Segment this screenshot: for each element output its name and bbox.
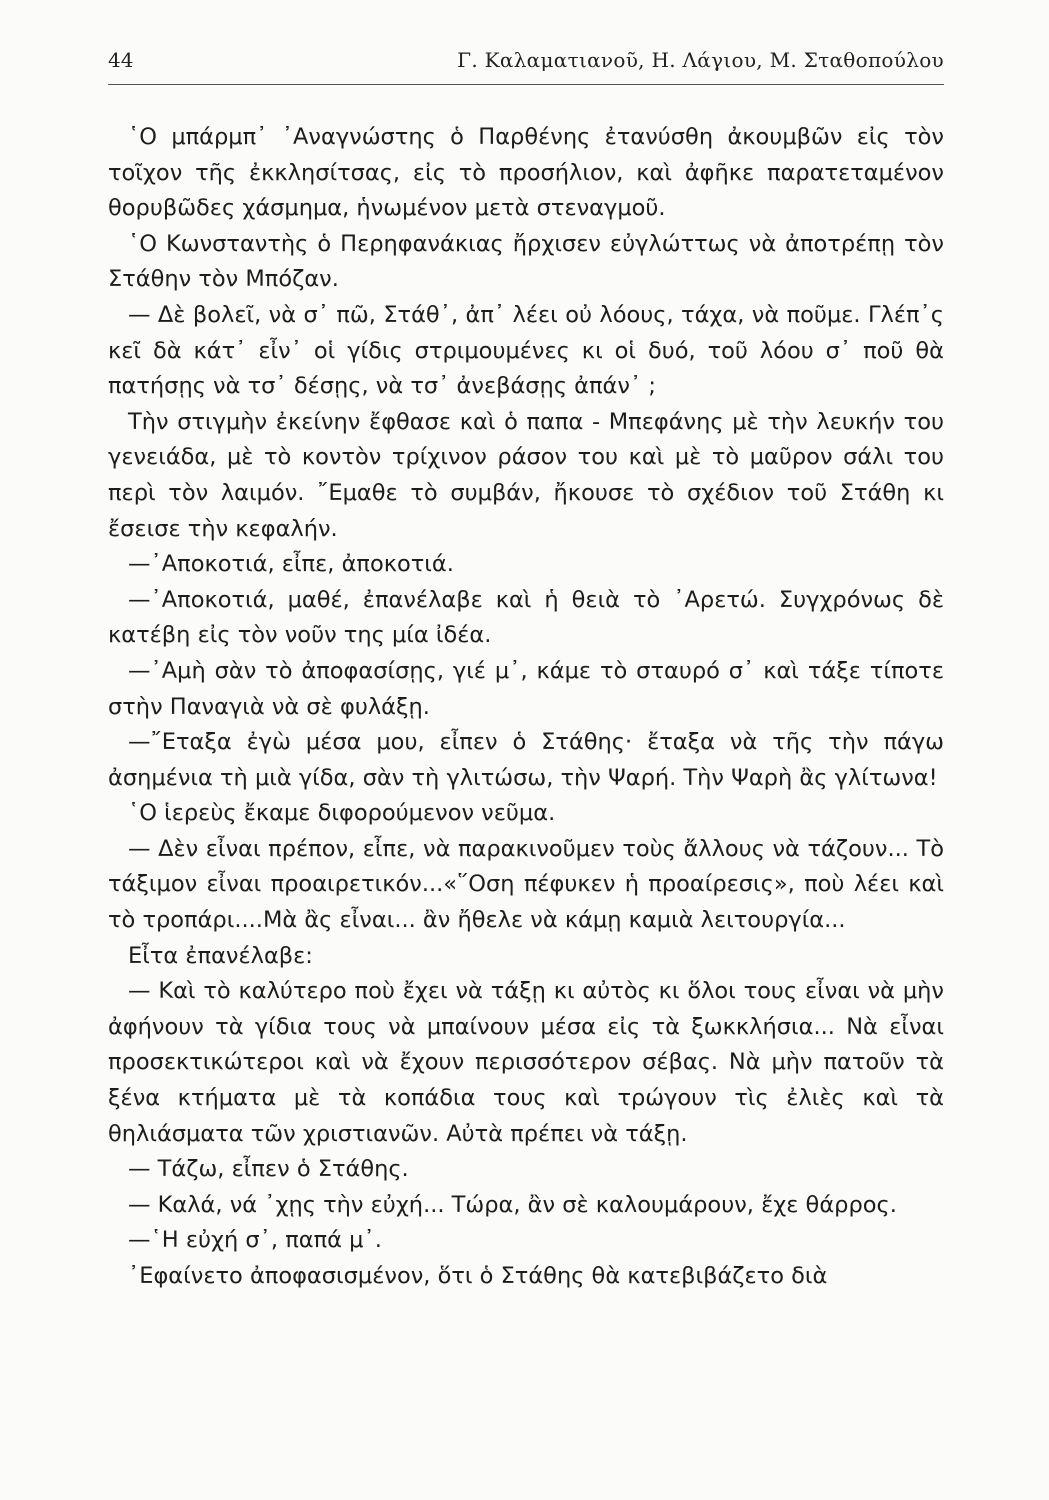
- dialogue-paragraph: — Τάζω, εἶπεν ὁ Στάθης.: [128, 1156, 409, 1183]
- dialogue-paragraph: —῾Η εὐχή σ᾽, παπά μ᾽.: [128, 1227, 382, 1254]
- paragraph: Εἶτα ἐπανέλαβε:: [128, 942, 313, 969]
- body-text: [108, 120, 944, 1295]
- running-header: [108, 48, 944, 80]
- dialogue-paragraph: — Καλά, νά ᾽χῃς τὴν εὐχή... Τώρα, ἂν σὲ καλουμάρουν, ἔχε θάρρος.: [128, 1191, 897, 1218]
- paragraph: ῾Ο μπάρμπ᾽ ᾽Αναγνώστης ὁ Παρθένης ἐτανύσθη ἀκουμβῶν εἰς τὸν τοῖχον τῆς ἐκκλησίτσας, εἰς τὸ προσήλιον, καὶ ἀφῆκε παρατεταμένον θορυβῶδες χάσμημα, ἡνωμένον μετὰ στεναγμοῦ.: [108, 124, 944, 222]
- page-number: 44: [108, 48, 134, 72]
- paragraph: Τὴν στιγμὴν ἐκείνην ἔφθασε καὶ ὁ παπα - Μπεφάνης μὲ τὴν λευκήν του γενειάδα, μὲ τὸ κοντὸν τρίχινον ράσον του καὶ μὲ τὸ μαῦρον σάλι του περὶ τὸν λαιμόν. ῎Εμαθε τὸ συμβάν, ἤκουσε τὸ σχέδιον τοῦ Στάθη κι ἔσεισε τὴν κεφαλήν.: [108, 408, 944, 542]
- paragraph: ῾Ο Κωνσταντὴς ὁ Περηφανάκιας ἤρχισεν εὐγλώττως νὰ ἀποτρέπῃ τὸν Στάθην τὸν Μπόζαν.: [108, 230, 944, 293]
- paragraph: ᾽Εφαίνετο ἀποφασισμένον, ὅτι ὁ Στάθης θὰ κατεβιβάζετο διὰ: [128, 1263, 828, 1289]
- paragraph: ῾Ο ἱερεὺς ἔκαμε διφορούμενον νεῦμα.: [128, 800, 556, 827]
- dialogue-paragraph: — Δὲ βολεῖ, νὰ σ᾽ πῶ, Στάθ᾽, ἀπ᾽ λέει οὐ λόους, τάχα, νὰ ποῦμε. Γλέπ᾽ς κεῖ δὰ κάτ᾽ εἶν᾽ οἱ γίδις στριμουμένες κι οἱ δυό, τοῦ λόου σ᾽ ποῦ θὰ πατήσῃς νὰ τσ᾽ δέσῃς, νὰ τσ᾽ ἀνεβάσῃς ἀπάν᾽ ;: [108, 301, 944, 400]
- dialogue-paragraph: —᾽Αποκοτιά, μαθέ, ἐπανέλαβε καὶ ἡ θειὰ τὸ ᾽Αρετώ. Συγχρόνως δὲ κατέβη εἰς τὸν νοῦν της μία ἰδέα.: [108, 586, 944, 649]
- dialogue-paragraph: —᾽Αποκοτιά, εἶπε, ἀποκοτιά.: [128, 551, 454, 578]
- dialogue-paragraph: —῎Εταξα ἐγὼ μέσα μου, εἶπεν ὁ Στάθης· ἔταξα νὰ τῆς τὴν πάγω ἀσημένια τὴ μιὰ γίδα, σὰν τὴ γλιτώσω, τὴν Ψαρή. Τὴν Ψαρὴ ἂς γλίτωνα!: [108, 729, 944, 791]
- dialogue-paragraph: — Καὶ τὸ καλύτερο ποὺ ἔχει νὰ τάξῃ κι αὐτὸς κι ὅλοι τους εἶναι νὰ μὴν ἀφήνουν τὰ γίδια τους νὰ μπαίνουν μέσα εἰς τὰ ξωκκλήσια... Νὰ εἶναι προσεκτικώτεροι καὶ νὰ ἔχουν περισσότερον σέβας. Νὰ μὴν πατοῦν τὰ ξένα κτήματα μὲ τὰ κοπάδια τους καὶ τρώγουν τὶς ἐλιὲς καὶ τὰ θηλιάσματα τῶν χριστιανῶν. Αὐτὰ πρέπει νὰ τάξῃ.: [108, 978, 944, 1147]
- dialogue-paragraph: — Δὲν εἶναι πρέπον, εἶπε, νὰ παρακινοῦμεν τοὺς ἄλλους νὰ τάζουν... Τὸ τάξιμον εἶναι προαιρετικόν...«῞Οση πέφυκεν ἡ προαίρεσις», ποὺ λέει καὶ τὸ τροπάρι....Μὰ ἂς εἶναι... ἂν ἤθελε νὰ κάμῃ καμιὰ λειτουργία...: [108, 835, 944, 934]
- header-rule: [108, 84, 944, 85]
- running-title-authors: Γ. Καλαματιανοῦ, Η. Λάγιου, Μ. Σταθοπούλου: [457, 48, 944, 72]
- dialogue-paragraph: —᾽Αμὴ σὰν τὸ ἀποφασίσῃς, γιέ μ᾽, κάμε τὸ σταυρό σ᾽ καὶ τάξε τίποτε στὴν Παναγιὰ νὰ σὲ φυλάξῃ.: [108, 657, 944, 720]
